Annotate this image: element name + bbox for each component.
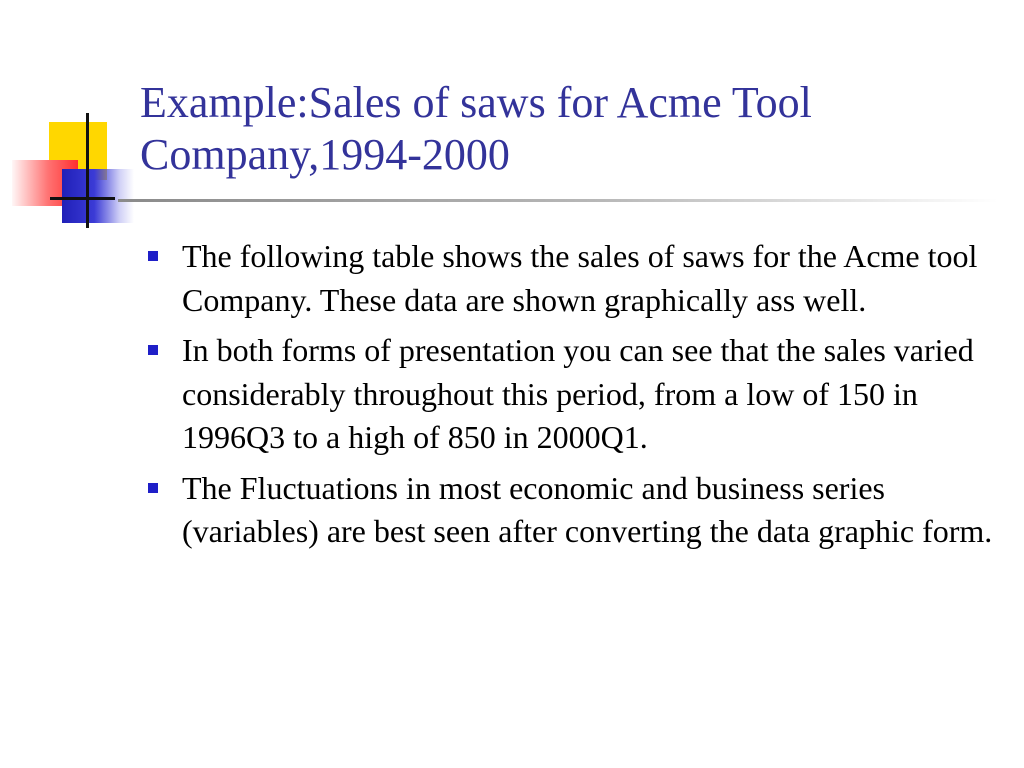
bullet-text: The Fluctuations in most economic and business series (variables) are best seen after converting the data graphic form. — [182, 469, 993, 549]
bullet-square-icon — [148, 483, 158, 493]
bullet-text: The following table shows the sales of saws for the Acme tool Company. These data are shown graphically ass well. — [182, 238, 978, 318]
logo-horizontal-line — [50, 197, 115, 200]
bullet-list — [140, 235, 1004, 561]
slide-title-line-1: Example:Sales of saws for Acme Tool — [140, 78, 812, 127]
logo-blue-square — [62, 169, 134, 223]
bullet-item — [140, 235, 1004, 322]
bullet-item — [140, 467, 1004, 554]
color-squares-logo-icon — [0, 0, 160, 240]
bullet-square-icon — [148, 345, 158, 355]
bullet-item — [140, 329, 1004, 460]
title-divider — [118, 199, 998, 202]
bullet-text: In both forms of presentation you can see that the sales varied considerably throughout this period, from a low of 150 in 1996Q3 to a high of 850 in 2000Q1. — [182, 332, 974, 455]
slide-title — [140, 77, 1000, 181]
logo-vertical-line — [86, 113, 89, 228]
bullet-square-icon — [148, 251, 158, 261]
slide-title-line-2: Company,1994-2000 — [140, 130, 510, 179]
